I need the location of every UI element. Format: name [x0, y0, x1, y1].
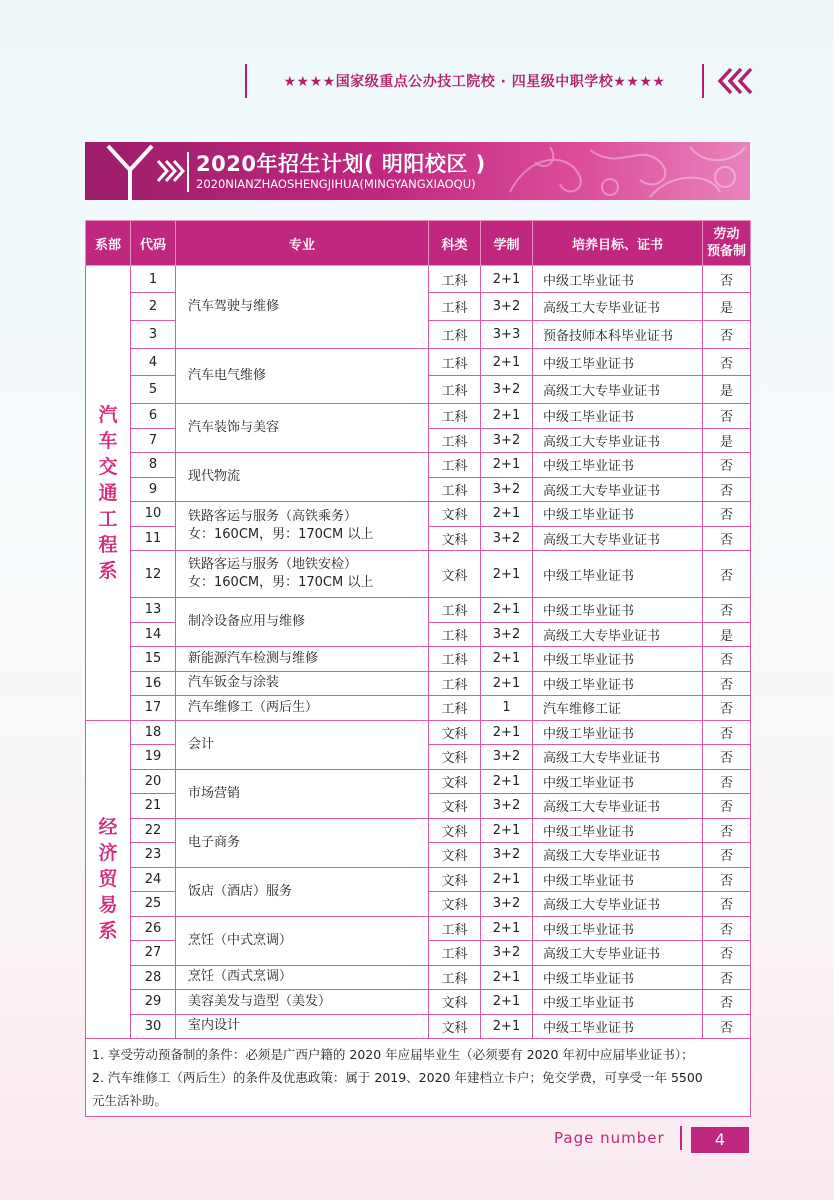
department-cell: [86, 720, 131, 1039]
type-cell: 工科: [429, 696, 481, 721]
years-cell: 3+2: [481, 526, 533, 551]
goal-cell: 中级工毕业证书: [533, 647, 703, 672]
footer-separator: [680, 1126, 682, 1150]
major-name-line: 室内设计: [188, 1018, 241, 1034]
department-name-char: 系: [98, 920, 118, 943]
goal-cell: 汽车维修工证: [533, 696, 703, 721]
code-cell: 6: [131, 404, 176, 429]
years-cell: 2+1: [481, 720, 533, 745]
table-row: [86, 502, 751, 527]
major-name-line: 铁路客运与服务（地铁安检）: [188, 557, 358, 572]
page-title: 2020年招生计划( 明阳校区 ): [196, 152, 486, 176]
years-cell: 3+2: [481, 941, 533, 966]
type-cell: 工科: [429, 477, 481, 502]
code-cell: 12: [131, 551, 176, 598]
goal-cell: 中级工毕业证书: [533, 266, 703, 293]
major-name-line: 烹饪（中式烹调）: [188, 932, 293, 948]
department-name-char: 系: [98, 559, 118, 582]
years-cell: 1: [481, 696, 533, 721]
goal-cell: 中级工毕业证书: [533, 404, 703, 429]
col-header-labor-line1: 劳动: [713, 227, 740, 242]
years-cell: 3+2: [481, 293, 533, 321]
code-cell: 16: [131, 671, 176, 696]
goal-cell: 中级工毕业证书: [533, 1014, 703, 1039]
major-cell: [176, 551, 429, 598]
labor-cell: 否: [703, 502, 751, 527]
goal-cell: 中级工毕业证书: [533, 671, 703, 696]
major-cell: [176, 502, 429, 551]
years-cell: 2+1: [481, 867, 533, 892]
major-cell: [176, 453, 429, 502]
years-cell: 2+1: [481, 266, 533, 293]
years-cell: 2+1: [481, 647, 533, 672]
major-name-line: 会计: [188, 736, 215, 752]
code-cell: 21: [131, 794, 176, 819]
labor-cell: 否: [703, 1014, 751, 1039]
labor-cell: 否: [703, 404, 751, 429]
table-row: [86, 867, 751, 892]
years-cell: 2+1: [481, 551, 533, 598]
department-name-char: 交: [98, 455, 118, 478]
labor-cell: 是: [703, 376, 751, 404]
table-row: [86, 696, 751, 721]
major-cell: [176, 720, 429, 769]
code-cell: 28: [131, 965, 176, 990]
code-cell: 4: [131, 349, 176, 376]
department-name-char: 贸: [98, 868, 118, 891]
type-cell: 工科: [429, 376, 481, 404]
major-cell: [176, 404, 429, 453]
type-cell: 工科: [429, 965, 481, 990]
goal-cell: 高级工大专毕业证书: [533, 622, 703, 647]
table-row: [86, 965, 751, 990]
type-cell: 文科: [429, 990, 481, 1015]
labor-cell: 否: [703, 965, 751, 990]
goal-cell: 中级工毕业证书: [533, 818, 703, 843]
code-cell: 13: [131, 598, 176, 623]
col-header-labor-line2: 预备制: [706, 244, 746, 259]
type-cell: 工科: [429, 916, 481, 941]
notes-cell: [86, 1039, 751, 1117]
major-name-line: 女：160CM，男：170CM 以上: [188, 575, 374, 590]
code-cell: 18: [131, 720, 176, 745]
table-row: [86, 598, 751, 623]
page-number: 4: [691, 1127, 749, 1153]
goal-cell: 中级工毕业证书: [533, 349, 703, 376]
code-cell: 19: [131, 745, 176, 770]
type-cell: 文科: [429, 892, 481, 917]
years-cell: 2+1: [481, 990, 533, 1015]
labor-cell: 否: [703, 916, 751, 941]
major-name-line: 铁路客运与服务（高铁乘务）: [188, 509, 358, 524]
type-cell: 工科: [429, 428, 481, 453]
table-row: [86, 404, 751, 429]
years-cell: 3+2: [481, 376, 533, 404]
department-name: [86, 402, 130, 584]
department-name-char: 济: [98, 842, 118, 865]
goal-cell: 高级工大专毕业证书: [533, 293, 703, 321]
col-header-code: 代码: [131, 221, 176, 266]
type-cell: 工科: [429, 941, 481, 966]
labor-cell: 否: [703, 867, 751, 892]
goal-cell: 高级工大专毕业证书: [533, 477, 703, 502]
major-cell: [176, 349, 429, 404]
table-row: [86, 266, 751, 293]
years-cell: 3+2: [481, 428, 533, 453]
goal-cell: 中级工毕业证书: [533, 598, 703, 623]
years-cell: 2+1: [481, 453, 533, 478]
years-cell: 3+2: [481, 843, 533, 868]
type-cell: 文科: [429, 526, 481, 551]
y-logo-mark: [100, 142, 160, 200]
table-row: [86, 671, 751, 696]
goal-cell: 高级工大专毕业证书: [533, 526, 703, 551]
chevron-right-icon: [155, 158, 185, 184]
department-name-char: 经: [98, 816, 118, 839]
table-row: [86, 551, 751, 598]
note-line: 2. 汽车维修工（两后生）的条件及优惠政策：属于 2019、2020 年建档立卡户；免交学费，可享受一年 5500: [92, 1070, 703, 1085]
major-name-line: 美容美发与造型（美发）: [188, 993, 332, 1009]
labor-cell: 否: [703, 349, 751, 376]
type-cell: 文科: [429, 818, 481, 843]
code-cell: 15: [131, 647, 176, 672]
type-cell: 文科: [429, 720, 481, 745]
major-cell: [176, 818, 429, 867]
years-cell: 3+2: [481, 892, 533, 917]
table-row: [86, 818, 751, 843]
code-cell: 20: [131, 769, 176, 794]
department-cell: [86, 266, 131, 721]
enrollment-table: [85, 220, 751, 1117]
major-cell: [176, 1014, 429, 1039]
type-cell: 文科: [429, 745, 481, 770]
department-name-char: 汽: [98, 403, 118, 426]
floral-pattern: [490, 142, 750, 200]
major-cell: [176, 266, 429, 349]
code-cell: 29: [131, 990, 176, 1015]
labor-cell: 否: [703, 526, 751, 551]
years-cell: 2+1: [481, 598, 533, 623]
code-cell: 11: [131, 526, 176, 551]
code-cell: 23: [131, 843, 176, 868]
major-cell: [176, 990, 429, 1015]
labor-cell: 是: [703, 428, 751, 453]
major-name-line: 汽车装饰与美容: [188, 420, 280, 435]
goal-cell: 中级工毕业证书: [533, 453, 703, 478]
labor-cell: 否: [703, 769, 751, 794]
table-row: [86, 769, 751, 794]
major-name-line: 汽车电气维修: [188, 368, 267, 383]
major-cell: [176, 647, 429, 672]
years-cell: 2+1: [481, 916, 533, 941]
code-cell: 8: [131, 453, 176, 478]
code-cell: 3: [131, 321, 176, 349]
code-cell: 9: [131, 477, 176, 502]
code-cell: 5: [131, 376, 176, 404]
years-cell: 3+2: [481, 745, 533, 770]
major-name-line: 女：160CM，男：170CM 以上: [188, 527, 374, 542]
years-cell: 2+1: [481, 818, 533, 843]
department-name-char: 通: [98, 481, 118, 504]
goal-cell: 高级工大专毕业证书: [533, 794, 703, 819]
code-cell: 22: [131, 818, 176, 843]
goal-cell: 中级工毕业证书: [533, 965, 703, 990]
type-cell: 文科: [429, 769, 481, 794]
labor-cell: 否: [703, 551, 751, 598]
goal-cell: 中级工毕业证书: [533, 502, 703, 527]
col-header-type: 科类: [429, 221, 481, 266]
department-name: [86, 814, 130, 944]
major-name-line: 汽车钣金与涂装: [188, 675, 280, 691]
type-cell: 工科: [429, 598, 481, 623]
goal-cell: 中级工毕业证书: [533, 867, 703, 892]
major-name-line: 现代物流: [188, 469, 241, 484]
type-cell: 文科: [429, 502, 481, 527]
labor-cell: 否: [703, 647, 751, 672]
years-cell: 3+2: [481, 477, 533, 502]
department-name-char: 程: [98, 533, 118, 556]
table-row: [86, 720, 751, 745]
labor-cell: 否: [703, 477, 751, 502]
years-cell: 2+1: [481, 965, 533, 990]
labor-cell: 否: [703, 892, 751, 917]
major-name-line: 汽车驾驶与维修: [188, 299, 280, 314]
department-name-char: 车: [98, 429, 118, 452]
top-banner: [245, 64, 704, 98]
goal-cell: 高级工大专毕业证书: [533, 843, 703, 868]
code-cell: 7: [131, 428, 176, 453]
years-cell: 2+1: [481, 349, 533, 376]
labor-cell: 否: [703, 453, 751, 478]
type-cell: 工科: [429, 293, 481, 321]
table-row: [86, 349, 751, 376]
labor-cell: 否: [703, 696, 751, 721]
code-cell: 1: [131, 266, 176, 293]
labor-cell: 否: [703, 818, 751, 843]
code-cell: 10: [131, 502, 176, 527]
labor-cell: 否: [703, 941, 751, 966]
code-cell: 24: [131, 867, 176, 892]
type-cell: 工科: [429, 671, 481, 696]
major-cell: [176, 696, 429, 721]
labor-cell: 是: [703, 293, 751, 321]
col-header-years: 学制: [481, 221, 533, 266]
col-header-goal: 培养目标、证书: [533, 221, 703, 266]
years-cell: 2+1: [481, 502, 533, 527]
table-row: [86, 453, 751, 478]
major-cell: [176, 671, 429, 696]
goal-cell: 高级工大专毕业证书: [533, 941, 703, 966]
goal-cell: 中级工毕业证书: [533, 720, 703, 745]
major-name-line: 制冷设备应用与维修: [188, 614, 306, 629]
code-cell: 27: [131, 941, 176, 966]
notes-row: [86, 1039, 751, 1117]
code-cell: 2: [131, 293, 176, 321]
goal-cell: 预备技师本科毕业证书: [533, 321, 703, 349]
major-cell: [176, 965, 429, 990]
labor-cell: 否: [703, 990, 751, 1015]
major-name-line: 新能源汽车检测与维修: [188, 650, 319, 666]
labor-cell: 否: [703, 598, 751, 623]
labor-cell: 否: [703, 794, 751, 819]
table-row: [86, 916, 751, 941]
chevron-left-icon: [715, 66, 755, 96]
col-header-major: 专业: [176, 221, 429, 266]
major-cell: [176, 598, 429, 647]
col-header-dept: 系部: [86, 221, 131, 266]
type-cell: 文科: [429, 867, 481, 892]
goal-cell: 中级工毕业证书: [533, 916, 703, 941]
goal-cell: 高级工大专毕业证书: [533, 892, 703, 917]
major-name-line: 电子商务: [188, 834, 241, 850]
table-row: [86, 647, 751, 672]
page-subtitle: 2020NIANZHAOSHENGJIHUA(MINGYANGXIAOQU): [196, 177, 476, 191]
goal-cell: 中级工毕业证书: [533, 551, 703, 598]
goal-cell: 高级工大专毕业证书: [533, 428, 703, 453]
major-cell: [176, 769, 429, 818]
major-name-line: 市场营销: [188, 785, 241, 801]
page-number-label: Page number: [554, 1129, 665, 1147]
code-cell: 30: [131, 1014, 176, 1039]
table-header-row: [86, 221, 751, 266]
major-cell: [176, 867, 429, 916]
type-cell: 工科: [429, 453, 481, 478]
type-cell: 文科: [429, 794, 481, 819]
years-cell: 2+1: [481, 404, 533, 429]
note-line: 1. 享受劳动预备制的条件：必须是广西户籍的 2020 年应届毕业生（必须要有 2020 年初中应届毕业证书）；: [92, 1047, 694, 1062]
department-name-char: 易: [98, 894, 118, 917]
major-name-line: 汽车维修工（两后生）: [188, 699, 319, 715]
top-banner-text: ★★★★国家级重点公办技工院校 · 四星级中职学校★★★★: [283, 74, 666, 90]
years-cell: 2+1: [481, 1014, 533, 1039]
labor-cell: 否: [703, 671, 751, 696]
labor-cell: 否: [703, 266, 751, 293]
major-name-line: 烹饪（西式烹调）: [188, 969, 293, 985]
goal-cell: 高级工大专毕业证书: [533, 376, 703, 404]
code-cell: 25: [131, 892, 176, 917]
type-cell: 工科: [429, 349, 481, 376]
years-cell: 3+2: [481, 794, 533, 819]
years-cell: 3+2: [481, 622, 533, 647]
major-cell: [176, 916, 429, 965]
type-cell: 工科: [429, 266, 481, 293]
type-cell: 文科: [429, 843, 481, 868]
major-name-line: 饭店（酒店）服务: [188, 883, 293, 899]
type-cell: 工科: [429, 321, 481, 349]
labor-cell: 是: [703, 622, 751, 647]
code-cell: 14: [131, 622, 176, 647]
table-row: [86, 1014, 751, 1039]
type-cell: 文科: [429, 551, 481, 598]
goal-cell: 中级工毕业证书: [533, 990, 703, 1015]
labor-cell: 否: [703, 720, 751, 745]
code-cell: 26: [131, 916, 176, 941]
type-cell: 工科: [429, 404, 481, 429]
goal-cell: 中级工毕业证书: [533, 769, 703, 794]
type-cell: 文科: [429, 1014, 481, 1039]
note-line: 元生活补助。: [92, 1093, 168, 1108]
labor-cell: 否: [703, 745, 751, 770]
labor-cell: 否: [703, 843, 751, 868]
type-cell: 工科: [429, 647, 481, 672]
years-cell: 2+1: [481, 671, 533, 696]
years-cell: 3+3: [481, 321, 533, 349]
labor-cell: 否: [703, 321, 751, 349]
header-separator: [187, 152, 189, 192]
table-row: [86, 990, 751, 1015]
col-header-labor: [703, 221, 751, 266]
code-cell: 17: [131, 696, 176, 721]
department-name-char: 工: [98, 507, 118, 530]
type-cell: 工科: [429, 622, 481, 647]
years-cell: 2+1: [481, 769, 533, 794]
goal-cell: 高级工大专毕业证书: [533, 745, 703, 770]
